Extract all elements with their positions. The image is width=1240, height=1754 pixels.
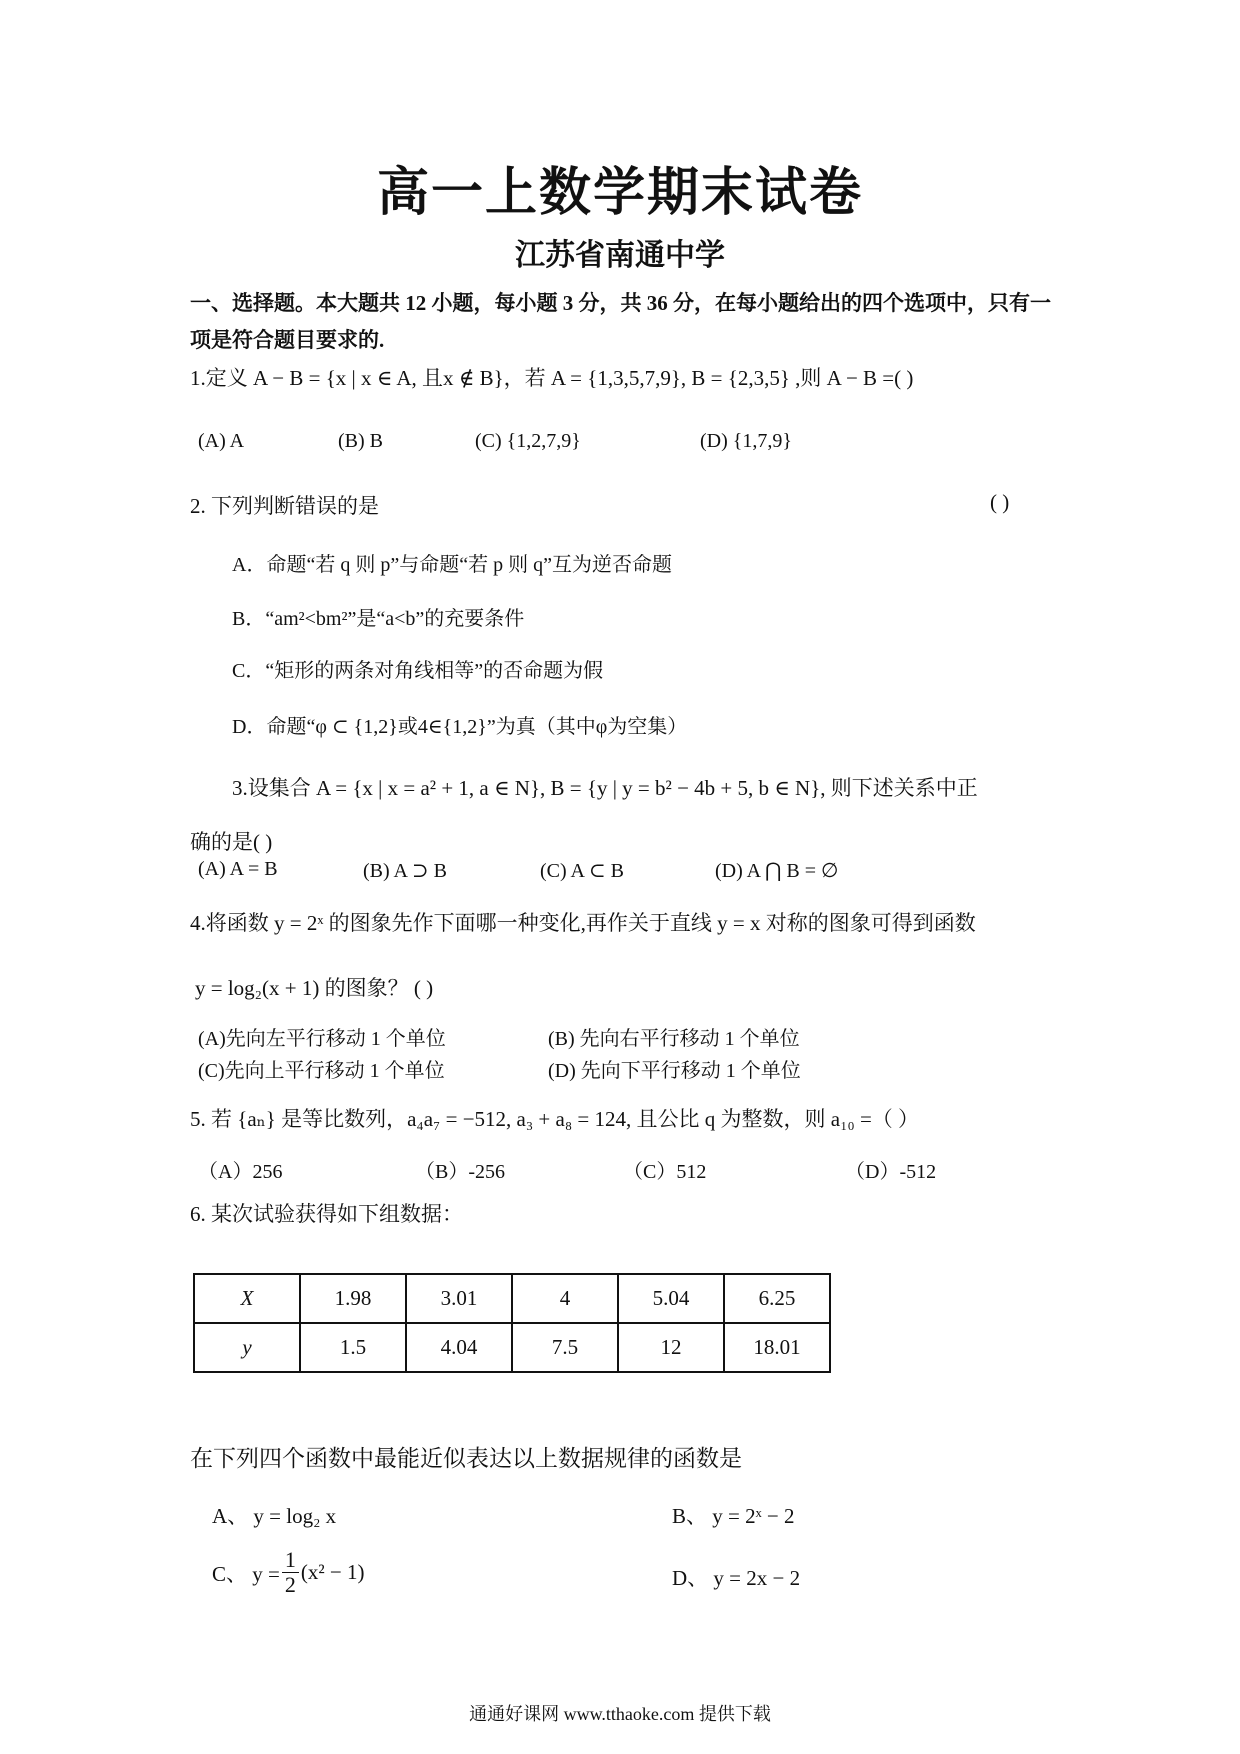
question-4-stem: 4.将函数 y = 2ˣ 的图象先作下面哪一种变化,再作关于直线 y = x 对称的图象可得到函数 [190,911,976,935]
question-5-option-d: （D）-512 [845,1161,937,1183]
question-4-option-a: (A)先向左平行移动 1 个单位 [198,1028,446,1050]
question-4-option-c: (C)先向上平行移动 1 个单位 [198,1060,445,1082]
table-cell: 6.25 [724,1274,830,1323]
table-cell: 4 [512,1274,618,1323]
question-5-option-c: （C）512 [623,1161,707,1183]
question-3-option-b: (B) A ⊃ B [363,860,447,882]
question-3-stem: 3.设集合 A = {x | x = a² + 1, a ∈ N}, B = {y | y = b² − 4b + 5, b ∈ N}, 则下述关系中正 [232,776,978,800]
question-6-option-a: A、 y = log₂ x [212,1504,337,1528]
question-3-option-c: (C) A ⊂ B [540,860,624,882]
question-4-option-b: (B) 先向右平行移动 1 个单位 [548,1028,800,1050]
question-5-option-b: （B）-256 [415,1161,505,1183]
question-2-option-d: D．命题“φ ⊂ {1,2}或4∈{1,2}”为真（其中φ为空集） [232,716,688,738]
question-3-option-a: (A) A = B [198,858,278,880]
question-6-option-d: D、 y = 2x − 2 [672,1566,801,1590]
question-3-stem-continued: 确的是( ) [190,830,273,854]
question-1-stem: 1.定义 A − B = {x | x ∈ A, 且x ∉ B}，若 A = {1,3,5,7,9}, B = {2,3,5} ,则 A − B =( ) [190,366,914,390]
question-5-stem: 5. 若 {aₙ} 是等比数列，a₄a₇ = −512, a₃ + a₈ = 124, 且公比 q 为整数，则 a₁₀ =（ ） [190,1107,920,1131]
table-cell: y [194,1323,300,1372]
school-name: 江苏省南通中学 [515,239,725,272]
question-1-option-d: (D) {1,7,9} [700,430,792,452]
question-1-option-c: (C) {1,2,7,9} [475,430,581,452]
fraction-numerator: 1 [282,1548,299,1573]
page-footer: 通通好课网 www.tthaoke.com 提供下载 [469,1704,771,1724]
table-cell: 1.98 [300,1274,406,1323]
table-cell: X [194,1274,300,1323]
option-c-suffix: (x² − 1) [300,1560,365,1584]
option-c-prefix: C、 y = [212,1561,280,1586]
table-cell: 7.5 [512,1323,618,1372]
question-2-option-b: B．“am²<bm²”是“a<b”的充要条件 [232,608,525,630]
question-6-option-b: B、 y = 2ˣ − 2 [672,1504,795,1528]
question-4-stem-continued: y = log₂(x + 1) 的图象？ ( ) [195,976,434,1000]
table-row [194,1274,830,1323]
fraction-one-half [282,1548,299,1597]
question-4-option-d: (D) 先向下平行移动 1 个单位 [548,1060,801,1082]
table-cell: 4.04 [406,1323,512,1372]
question-6-stem: 6. 某次试验获得如下组数据： [190,1202,463,1226]
question-1-option-a: (A) A [198,430,245,452]
question-1-option-b: (B) B [338,430,383,452]
table-cell: 5.04 [618,1274,724,1323]
question-2-option-a: A．命题“若 q 则 p”与命题“若 p 则 q”互为逆否命题 [232,554,672,576]
question-3-option-d: (D) A ⋂ B = ∅ [715,860,839,882]
question-6-prompt: 在下列四个函数中最能近似表达以上数据规律的函数是 [190,1446,742,1471]
table-cell: 3.01 [406,1274,512,1323]
table-cell: 1.5 [300,1323,406,1372]
table-cell: 18.01 [724,1323,830,1372]
table-cell: 12 [618,1323,724,1372]
question-6-option-c [212,1548,365,1597]
fraction-denominator: 2 [284,1572,296,1597]
table-row [194,1323,830,1372]
question-5-option-a: （A）256 [198,1161,283,1183]
data-table [193,1273,831,1373]
question-2-stem: 2. 下列判断错误的是 [190,494,379,518]
section-heading: 一、选择题。本大题共 12 小题，每小题 3 分，共 36 分，在每小题给出的四个选项中，只有一项是符合题目要求的. [190,291,1051,352]
question-2-option-c: C．“矩形的两条对角线相等”的否命题为假 [232,660,604,682]
question-2-answer-paren: ( ) [990,490,1010,514]
page-title: 高一上数学期末试卷 [376,165,863,222]
